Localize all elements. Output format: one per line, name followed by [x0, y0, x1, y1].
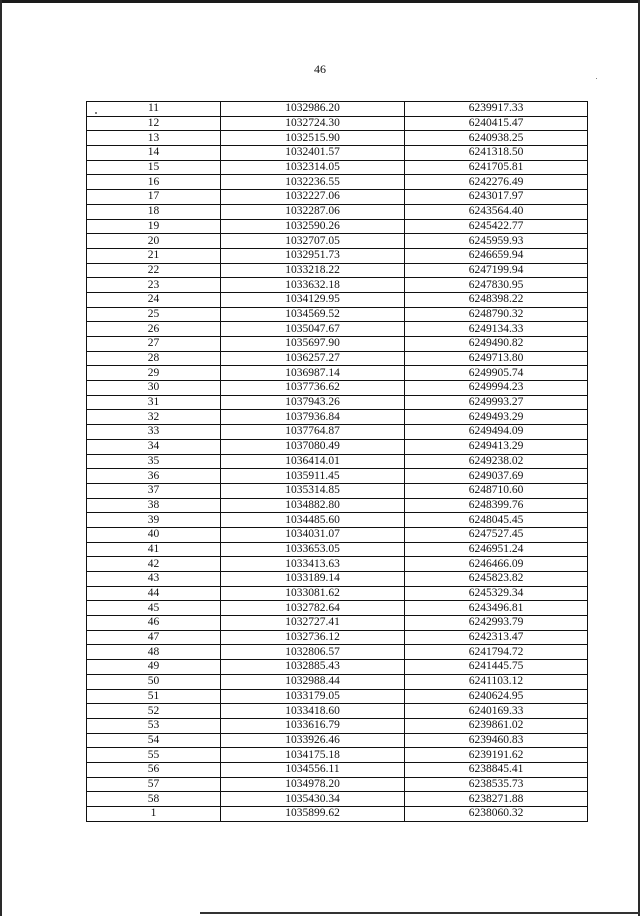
y-coordinate-cell: 6239861.02 — [405, 718, 588, 733]
table-row — [87, 586, 588, 601]
point-number-cell: 52 — [87, 704, 221, 719]
scan-border-left — [0, 0, 2, 916]
point-number-cell: 49 — [87, 660, 221, 675]
y-coordinate-cell: 6249134.33 — [405, 322, 588, 337]
table-row — [87, 792, 588, 807]
table-row — [87, 381, 588, 396]
point-number-cell: 38 — [87, 498, 221, 513]
table-row — [87, 366, 588, 381]
y-coordinate-cell: 6247830.95 — [405, 278, 588, 293]
point-number-cell: 54 — [87, 733, 221, 748]
x-coordinate-cell: 1037736.62 — [221, 381, 405, 396]
table-row — [87, 131, 588, 146]
y-coordinate-cell: 6241794.72 — [405, 645, 588, 660]
point-number-cell: 12 — [87, 116, 221, 131]
point-number-cell: 41 — [87, 542, 221, 557]
x-coordinate-cell: 1033653.05 — [221, 542, 405, 557]
y-coordinate-cell: 6249713.80 — [405, 351, 588, 366]
point-number-cell: 50 — [87, 674, 221, 689]
point-number-cell: 35 — [87, 454, 221, 469]
x-coordinate-cell: 1032287.06 — [221, 204, 405, 219]
y-coordinate-cell: 6249037.69 — [405, 469, 588, 484]
x-coordinate-cell: 1037936.84 — [221, 410, 405, 425]
point-number-cell: 17 — [87, 190, 221, 205]
y-coordinate-cell: 6242313.47 — [405, 630, 588, 645]
x-coordinate-cell: 1036987.14 — [221, 366, 405, 381]
point-number-cell: 24 — [87, 292, 221, 307]
table-row — [87, 513, 588, 528]
x-coordinate-cell: 1034485.60 — [221, 513, 405, 528]
x-coordinate-cell: 1032724.30 — [221, 116, 405, 131]
y-coordinate-cell: 6248710.60 — [405, 483, 588, 498]
point-number-cell: 23 — [87, 278, 221, 293]
x-coordinate-cell: 1037943.26 — [221, 395, 405, 410]
table-row — [87, 175, 588, 190]
point-number-cell: 33 — [87, 425, 221, 440]
coordinates-table — [86, 101, 588, 822]
x-coordinate-cell: 1032707.05 — [221, 234, 405, 249]
y-coordinate-cell: 6246951.24 — [405, 542, 588, 557]
table-row — [87, 704, 588, 719]
table-row — [87, 748, 588, 763]
table-row — [87, 425, 588, 440]
x-coordinate-cell: 1033418.60 — [221, 704, 405, 719]
y-coordinate-cell: 6248790.32 — [405, 307, 588, 322]
point-number-cell: 43 — [87, 572, 221, 587]
x-coordinate-cell: 1035899.62 — [221, 807, 405, 822]
y-coordinate-cell: 6245823.82 — [405, 572, 588, 587]
table-row — [87, 601, 588, 616]
table-row — [87, 337, 588, 352]
x-coordinate-cell: 1032806.57 — [221, 645, 405, 660]
table-row — [87, 263, 588, 278]
y-coordinate-cell: 6246466.09 — [405, 557, 588, 572]
point-number-cell: 13 — [87, 131, 221, 146]
y-coordinate-cell: 6240938.25 — [405, 131, 588, 146]
table-row — [87, 718, 588, 733]
point-number-cell: 19 — [87, 219, 221, 234]
x-coordinate-cell: 1037080.49 — [221, 439, 405, 454]
point-number-cell: 16 — [87, 175, 221, 190]
scan-speck — [596, 78, 597, 79]
x-coordinate-cell: 1032727.41 — [221, 616, 405, 631]
x-coordinate-cell: 1034978.20 — [221, 777, 405, 792]
x-coordinate-cell: 1036414.01 — [221, 454, 405, 469]
y-coordinate-cell: 6247199.94 — [405, 263, 588, 278]
y-coordinate-cell: 6240624.95 — [405, 689, 588, 704]
point-number-cell: 1 — [87, 807, 221, 822]
y-coordinate-cell: 6247527.45 — [405, 527, 588, 542]
y-coordinate-cell: 6243564.40 — [405, 204, 588, 219]
x-coordinate-cell: 1032314.05 — [221, 160, 405, 175]
table-row — [87, 395, 588, 410]
x-coordinate-cell: 1033218.22 — [221, 263, 405, 278]
scan-border-bottom — [200, 912, 640, 914]
point-number-cell: 53 — [87, 718, 221, 733]
table-row — [87, 190, 588, 205]
table-row — [87, 248, 588, 263]
page-number: 46 — [314, 62, 326, 76]
point-number-cell: 55 — [87, 748, 221, 763]
x-coordinate-cell: 1033189.14 — [221, 572, 405, 587]
y-coordinate-cell: 6241705.81 — [405, 160, 588, 175]
table-row — [87, 660, 588, 675]
y-coordinate-cell: 6249994.23 — [405, 381, 588, 396]
y-coordinate-cell: 6249490.82 — [405, 337, 588, 352]
y-coordinate-cell: 6238535.73 — [405, 777, 588, 792]
point-number-cell: 32 — [87, 410, 221, 425]
point-number-cell: 22 — [87, 263, 221, 278]
y-coordinate-cell: 6243496.81 — [405, 601, 588, 616]
x-coordinate-cell: 1032736.12 — [221, 630, 405, 645]
table-row — [87, 454, 588, 469]
y-coordinate-cell: 6249993.27 — [405, 395, 588, 410]
table-row — [87, 542, 588, 557]
table-row — [87, 674, 588, 689]
table-row — [87, 322, 588, 337]
y-coordinate-cell: 6239191.62 — [405, 748, 588, 763]
y-coordinate-cell: 6249493.29 — [405, 410, 588, 425]
point-number-cell: 47 — [87, 630, 221, 645]
y-coordinate-cell: 6239460.83 — [405, 733, 588, 748]
point-number-cell: 25 — [87, 307, 221, 322]
x-coordinate-cell: 1033081.62 — [221, 586, 405, 601]
y-coordinate-cell: 6249494.09 — [405, 425, 588, 440]
point-number-cell: 26 — [87, 322, 221, 337]
x-coordinate-cell: 1036257.27 — [221, 351, 405, 366]
x-coordinate-cell: 1034569.52 — [221, 307, 405, 322]
table-row — [87, 469, 588, 484]
x-coordinate-cell: 1033616.79 — [221, 718, 405, 733]
point-number-cell: 46 — [87, 616, 221, 631]
point-number-cell: 21 — [87, 248, 221, 263]
x-coordinate-cell: 1032988.44 — [221, 674, 405, 689]
y-coordinate-cell: 6243017.97 — [405, 190, 588, 205]
y-coordinate-cell: 6238271.88 — [405, 792, 588, 807]
table-row — [87, 204, 588, 219]
x-coordinate-cell: 1034175.18 — [221, 748, 405, 763]
x-coordinate-cell: 1035430.34 — [221, 792, 405, 807]
table-row — [87, 102, 588, 117]
x-coordinate-cell: 1032227.06 — [221, 190, 405, 205]
y-coordinate-cell: 6241445.75 — [405, 660, 588, 675]
y-coordinate-cell: 6240169.33 — [405, 704, 588, 719]
y-coordinate-cell: 6248045.45 — [405, 513, 588, 528]
point-number-cell: 48 — [87, 645, 221, 660]
y-coordinate-cell: 6248399.76 — [405, 498, 588, 513]
table-row — [87, 483, 588, 498]
point-number-cell: 45 — [87, 601, 221, 616]
point-number-cell: 34 — [87, 439, 221, 454]
point-number-cell: 31 — [87, 395, 221, 410]
y-coordinate-cell: 6240415.47 — [405, 116, 588, 131]
point-number-cell: 37 — [87, 483, 221, 498]
x-coordinate-cell: 1032986.20 — [221, 102, 405, 117]
y-coordinate-cell: 6246659.94 — [405, 248, 588, 263]
x-coordinate-cell: 1035697.90 — [221, 337, 405, 352]
x-coordinate-cell: 1033179.05 — [221, 689, 405, 704]
table-row — [87, 527, 588, 542]
scan-border-top — [0, 0, 640, 3]
y-coordinate-cell: 6245329.34 — [405, 586, 588, 601]
point-number-cell: 36 — [87, 469, 221, 484]
x-coordinate-cell: 1034882.80 — [221, 498, 405, 513]
point-number-cell: 40 — [87, 527, 221, 542]
x-coordinate-cell: 1037764.87 — [221, 425, 405, 440]
point-number-cell: 20 — [87, 234, 221, 249]
table-row — [87, 160, 588, 175]
y-coordinate-cell: 6245959.93 — [405, 234, 588, 249]
point-number-cell: 42 — [87, 557, 221, 572]
y-coordinate-cell: 6242276.49 — [405, 175, 588, 190]
point-number-cell: 14 — [87, 146, 221, 161]
point-number-cell: 58 — [87, 792, 221, 807]
x-coordinate-cell: 1035314.85 — [221, 483, 405, 498]
x-coordinate-cell: 1035047.67 — [221, 322, 405, 337]
y-coordinate-cell: 6248398.22 — [405, 292, 588, 307]
y-coordinate-cell: 6241318.50 — [405, 146, 588, 161]
x-coordinate-cell: 1034129.95 — [221, 292, 405, 307]
table-row — [87, 307, 588, 322]
y-coordinate-cell: 6249905.74 — [405, 366, 588, 381]
point-number-cell: 44 — [87, 586, 221, 601]
y-coordinate-cell: 6238845.41 — [405, 762, 588, 777]
x-coordinate-cell: 1032590.26 — [221, 219, 405, 234]
table-row — [87, 762, 588, 777]
table-row — [87, 278, 588, 293]
point-number-cell: 56 — [87, 762, 221, 777]
point-number-cell: 29 — [87, 366, 221, 381]
table-row — [87, 616, 588, 631]
point-number-cell: 30 — [87, 381, 221, 396]
x-coordinate-cell: 1033413.63 — [221, 557, 405, 572]
y-coordinate-cell: 6238060.32 — [405, 807, 588, 822]
x-coordinate-cell: 1033632.18 — [221, 278, 405, 293]
y-coordinate-cell: 6245422.77 — [405, 219, 588, 234]
coordinates-table-body — [87, 102, 588, 822]
table-row — [87, 146, 588, 161]
table-row — [87, 439, 588, 454]
x-coordinate-cell: 1032401.57 — [221, 146, 405, 161]
table-row — [87, 689, 588, 704]
point-number-cell: 27 — [87, 337, 221, 352]
table-row — [87, 498, 588, 513]
x-coordinate-cell: 1032236.55 — [221, 175, 405, 190]
y-coordinate-cell: 6249238.02 — [405, 454, 588, 469]
table-row — [87, 557, 588, 572]
x-coordinate-cell: 1032782.64 — [221, 601, 405, 616]
x-coordinate-cell: 1032885.43 — [221, 660, 405, 675]
table-row — [87, 733, 588, 748]
x-coordinate-cell: 1035911.45 — [221, 469, 405, 484]
y-coordinate-cell: 6242993.79 — [405, 616, 588, 631]
table-row — [87, 234, 588, 249]
point-number-cell: 28 — [87, 351, 221, 366]
x-coordinate-cell: 1034556.11 — [221, 762, 405, 777]
point-number-cell: 18 — [87, 204, 221, 219]
table-row — [87, 630, 588, 645]
point-number-cell: 11 — [87, 102, 221, 117]
table-row — [87, 572, 588, 587]
table-row — [87, 351, 588, 366]
x-coordinate-cell: 1033926.46 — [221, 733, 405, 748]
point-number-cell: 39 — [87, 513, 221, 528]
y-coordinate-cell: 6241103.12 — [405, 674, 588, 689]
x-coordinate-cell: 1032515.90 — [221, 131, 405, 146]
x-coordinate-cell: 1034031.07 — [221, 527, 405, 542]
table-row — [87, 807, 588, 822]
x-coordinate-cell: 1032951.73 — [221, 248, 405, 263]
point-number-cell: 15 — [87, 160, 221, 175]
point-number-cell: 51 — [87, 689, 221, 704]
table-row — [87, 292, 588, 307]
table-row — [87, 777, 588, 792]
table-row — [87, 410, 588, 425]
table-row — [87, 116, 588, 131]
table-row — [87, 645, 588, 660]
table-row — [87, 219, 588, 234]
y-coordinate-cell: 6249413.29 — [405, 439, 588, 454]
point-number-cell: 57 — [87, 777, 221, 792]
y-coordinate-cell: 6239917.33 — [405, 102, 588, 117]
